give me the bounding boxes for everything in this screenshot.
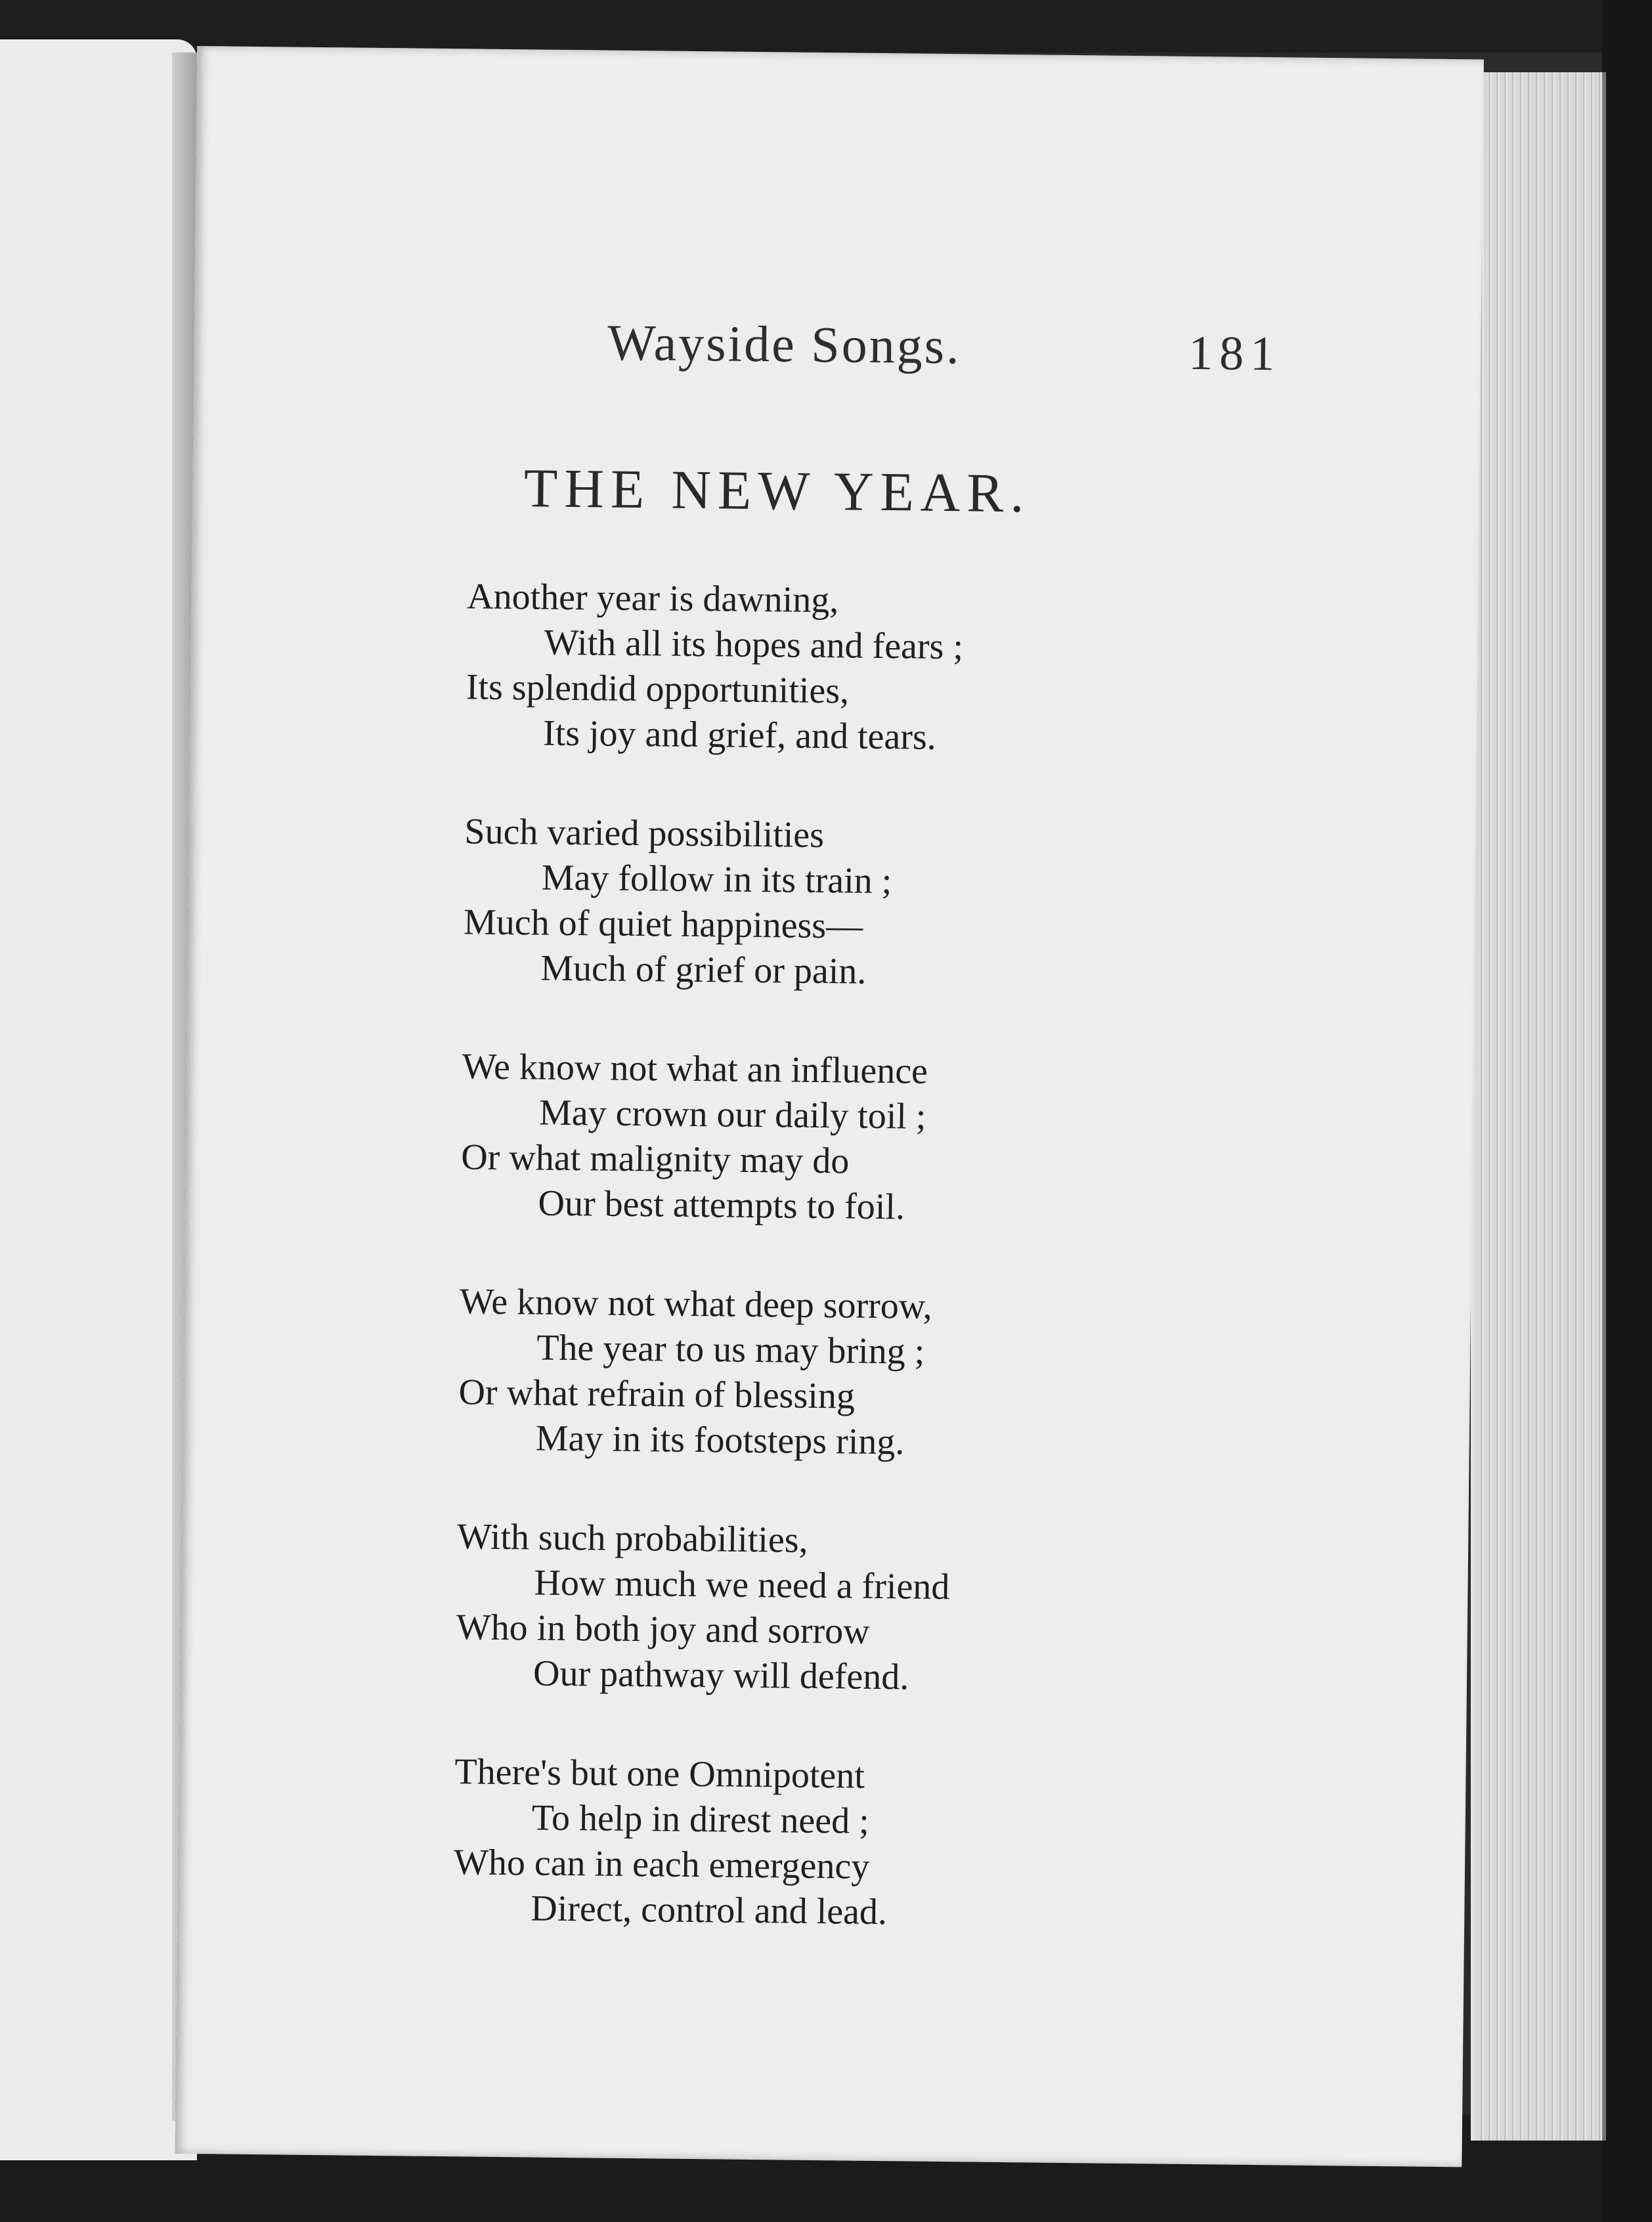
poem-line: Or what refrain of blessing bbox=[458, 1372, 856, 1417]
poem-line: With all its hopes and fears ; bbox=[544, 622, 964, 668]
stanza bbox=[460, 1044, 1316, 1234]
poem-line: Much of grief or pain. bbox=[540, 948, 867, 992]
poem-line: The year to us may bring ; bbox=[536, 1327, 925, 1372]
poem-line: Our best attempts to foil. bbox=[538, 1183, 905, 1228]
poem-line: May in its footsteps ring. bbox=[535, 1418, 905, 1463]
poem-line: Direct, control and lead. bbox=[531, 1888, 888, 1933]
poem-line: Such varied possibilities bbox=[464, 811, 825, 856]
poem-line: We know not what deep sorrow, bbox=[459, 1281, 932, 1327]
poem-line: Who in both joy and sorrow bbox=[456, 1607, 871, 1652]
poem-line: May crown our daily toil ; bbox=[538, 1092, 926, 1137]
stanza bbox=[466, 574, 1321, 764]
poem-line: How much we need a friend bbox=[534, 1562, 950, 1608]
stanza bbox=[453, 1749, 1309, 1940]
poem-line: Another year is dawning, bbox=[466, 576, 839, 621]
poem-line: With such probabilities, bbox=[456, 1516, 808, 1561]
poem-line: To help in direst need ; bbox=[531, 1797, 870, 1842]
poem-line: Much of quiet happiness— bbox=[463, 902, 863, 947]
poem-line: May follow in its train ; bbox=[541, 857, 892, 902]
book-page bbox=[175, 46, 1484, 2167]
poem-line: Who can in each emergency bbox=[453, 1842, 870, 1887]
facing-page-left bbox=[0, 39, 197, 2160]
poem-line: Its joy and grief, and tears. bbox=[542, 712, 937, 758]
page-stack-edges bbox=[1477, 72, 1606, 2141]
stanza bbox=[458, 1279, 1313, 1470]
poem-body bbox=[452, 574, 1320, 1993]
poem-line: Or what malignity may do bbox=[460, 1137, 850, 1182]
running-head: Wayside Songs. bbox=[607, 313, 962, 375]
poem-line: We know not what an influence bbox=[462, 1046, 928, 1092]
poem-title: THE NEW YEAR. bbox=[523, 458, 1031, 525]
scan-background-top bbox=[0, 0, 1652, 53]
poem-line: Our pathway will defend. bbox=[533, 1653, 909, 1698]
scan-background-right bbox=[1602, 0, 1652, 2222]
stanza bbox=[456, 1514, 1311, 1705]
poem-line: There's but one Omnipotent bbox=[454, 1751, 865, 1797]
poem-line: Its splendid opportunities, bbox=[466, 666, 850, 712]
page-number: 181 bbox=[1188, 326, 1282, 381]
stanza bbox=[463, 809, 1318, 999]
